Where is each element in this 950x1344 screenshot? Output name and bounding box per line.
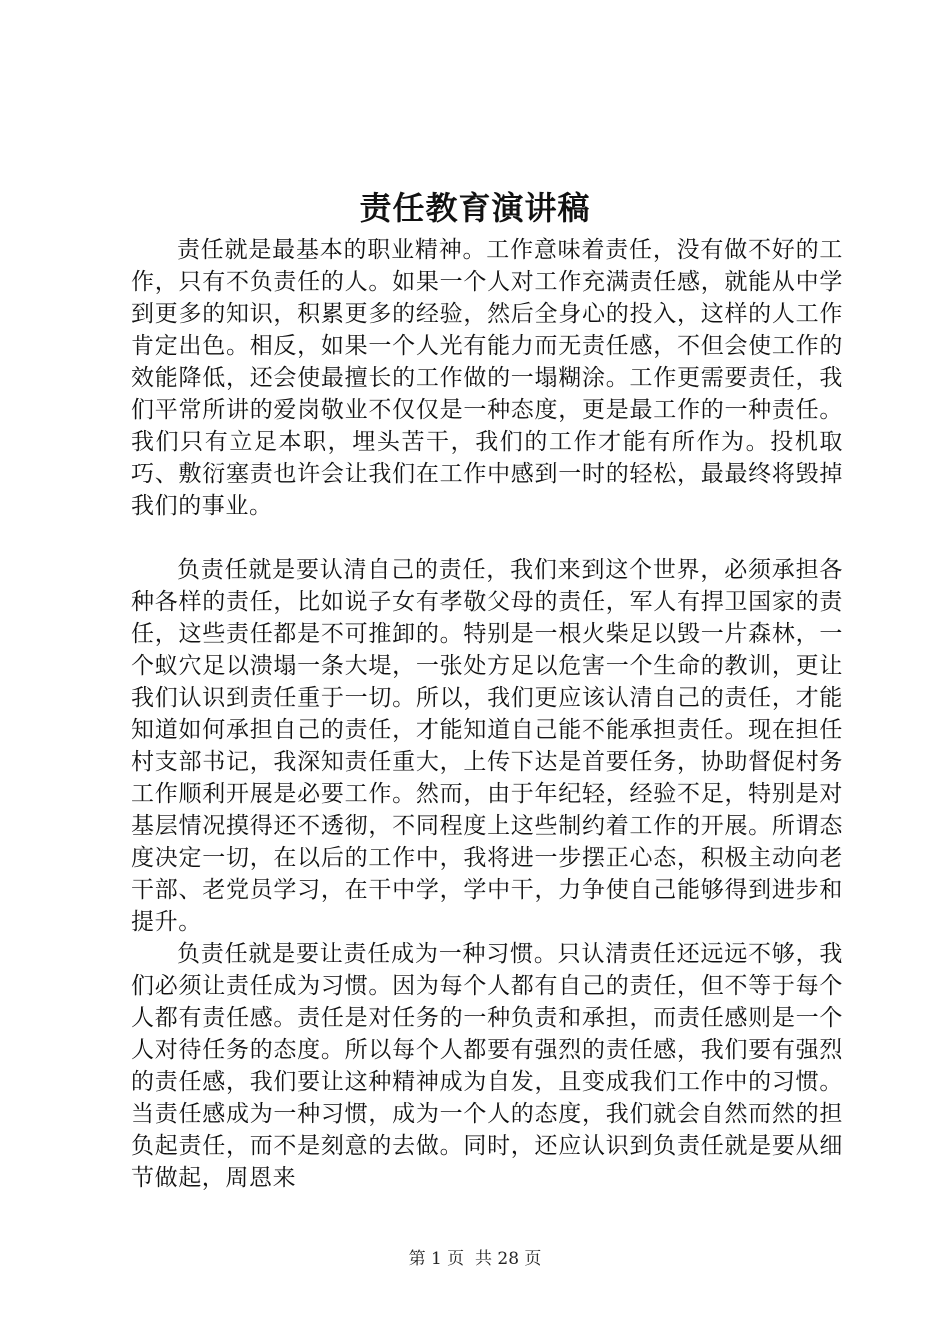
paragraph-1: 责任就是最基本的职业精神。工作意味着责任，没有做不好的工作，只有不负责任的人。如果一个人对工作充满责任感，就能从中学到更多的知识，积累更多的经验，然后全身心的投入，这样的人工作肯定出色。相反，如果一个人光有能力而无责任感，不但会使工作的效能降低，还会使最擅长的工作做的一塌糊涂。工作更需要责任，我们平常所讲的爱岗敬业不仅仅是一种态度，更是最工作的一种责任。我们只有立足本职，埋头苦干，我们的工作才能有所作为。投机取巧、敷衍塞责也许会让我们在工作中感到一时的轻松，最最终将毁掉我们的事业。 (131, 237, 843, 519)
page-footer (0, 1247, 950, 1271)
page-number-label: 第 1 页 共 28 页 (408, 1249, 542, 1269)
paragraph-3: 负责任就是要让责任成为一种习惯。只认清责任还远远不够，我们必须让责任成为习惯。因为每个人都有自己的责任，但不等于每个人都有责任感。责任是对任务的一种负责和承担，而责任感则是一个人对待任务的态度。所以每个人都要有强烈的责任感，我们要有强烈的责任感，我们要让这种精神成为自发，且变成我们工作中的习惯。当责任感成为一种习惯，成为一个人的态度，我们就会自然而然的担负起责任，而不是刻意的去做。同时，还应认识到负责任就是要从细节做起，周恩来 (131, 941, 843, 1191)
document-title: 责任教育演讲稿 (359, 189, 591, 227)
document-body (131, 234, 843, 1194)
paragraph-2: 负责任就是要认清自己的责任，我们来到这个世界，必须承担各种各样的责任，比如说子女有孝敬父母的责任，军人有捍卫国家的责任，这些责任都是不可推卸的。特别是一根火柴足以毁一片森林，一个蚁穴足以溃塌一条大堤，一张处方足以危害一个生命的教训，更让我们认识到责任重于一切。所以，我们更应该认清自己的责任，才能知道如何承担自己的责任，才能知道自己能不能承担责任。现在担任村支部书记，我深知责任重大，上传下达是首要任务，协助督促村务工作顺利开展是必要工作。然而，由于年纪轻，经验不足，特别是对基层情况摸得还不透彻，不同程度上这些制约着工作的开展。所谓态度决定一切，在以后的工作中，我将进一步摆正心态，积极主动向老干部、老党员学习，在干中学，学中干，力争使自己能够得到进步和提升。 (131, 557, 843, 935)
